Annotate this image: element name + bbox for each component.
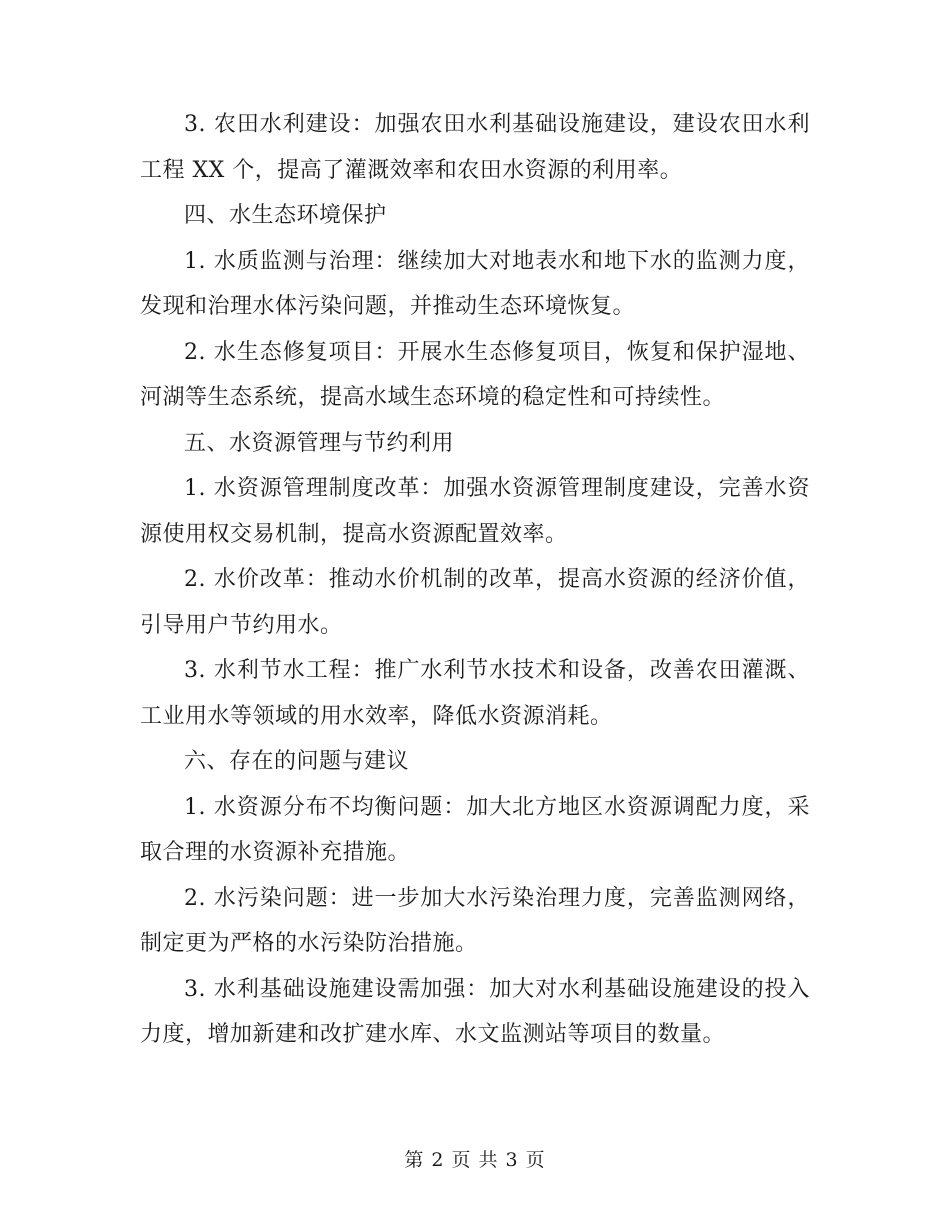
paragraph-water-price-reform: 2. 水价改革：推动水价机制的改革，提高水资源的经济价值，引导用户节约用水。 [140,567,810,638]
paragraph-ecological-restoration: 2. 水生态修复项目：开展水生态修复项目，恢复和保护湿地、河湖等生态系统，提高水域生态环境的稳定性和可持续性。 [140,339,810,410]
page-number-footer: 第 2 页 共 3 页 [404,1149,546,1171]
paragraph-infrastructure: 3. 水利基础设施建设需加强：加大对水利基础设施建设的投入力度，增加新建和改扩建水库、水文监测站等项目的数量。 [140,976,810,1047]
paragraph-water-pollution: 2. 水污染问题：进一步加大水污染治理力度，完善监测网络，制定更为严格的水污染防治措施。 [140,885,810,956]
paragraph-water-quality-monitoring: 1. 水质监测与治理：继续加大对地表水和地下水的监测力度，发现和治理水体污染问题，并推动生态环境恢复。 [140,248,810,319]
section-heading-problems-suggestions: 六、存在的问题与建议 [184,749,410,774]
section-heading-water-ecology: 四、水生态环境保护 [184,203,387,228]
paragraph-uneven-distribution: 1. 水资源分布不均衡问题：加大北方地区水资源调配力度，采取合理的水资源补充措施。 [140,794,810,865]
document-body [140,102,810,1058]
paragraph-management-reform: 1. 水资源管理制度改革：加强水资源管理制度建设，完善水资源使用权交易机制，提高水资源配置效率。 [140,476,810,547]
paragraph-farmland-irrigation: 3. 农田水利建设：加强农田水利基础设施建设，建设农田水利工程 XX 个，提高了灌溉效率和农田水资源的利用率。 [140,112,810,183]
paragraph-water-saving-projects: 3. 水利节水工程：推广水利节水技术和设备，改善农田灌溉、工业用水等领域的用水效率，降低水资源消耗。 [140,658,810,729]
section-heading-resource-management: 五、水资源管理与节约利用 [184,430,455,456]
